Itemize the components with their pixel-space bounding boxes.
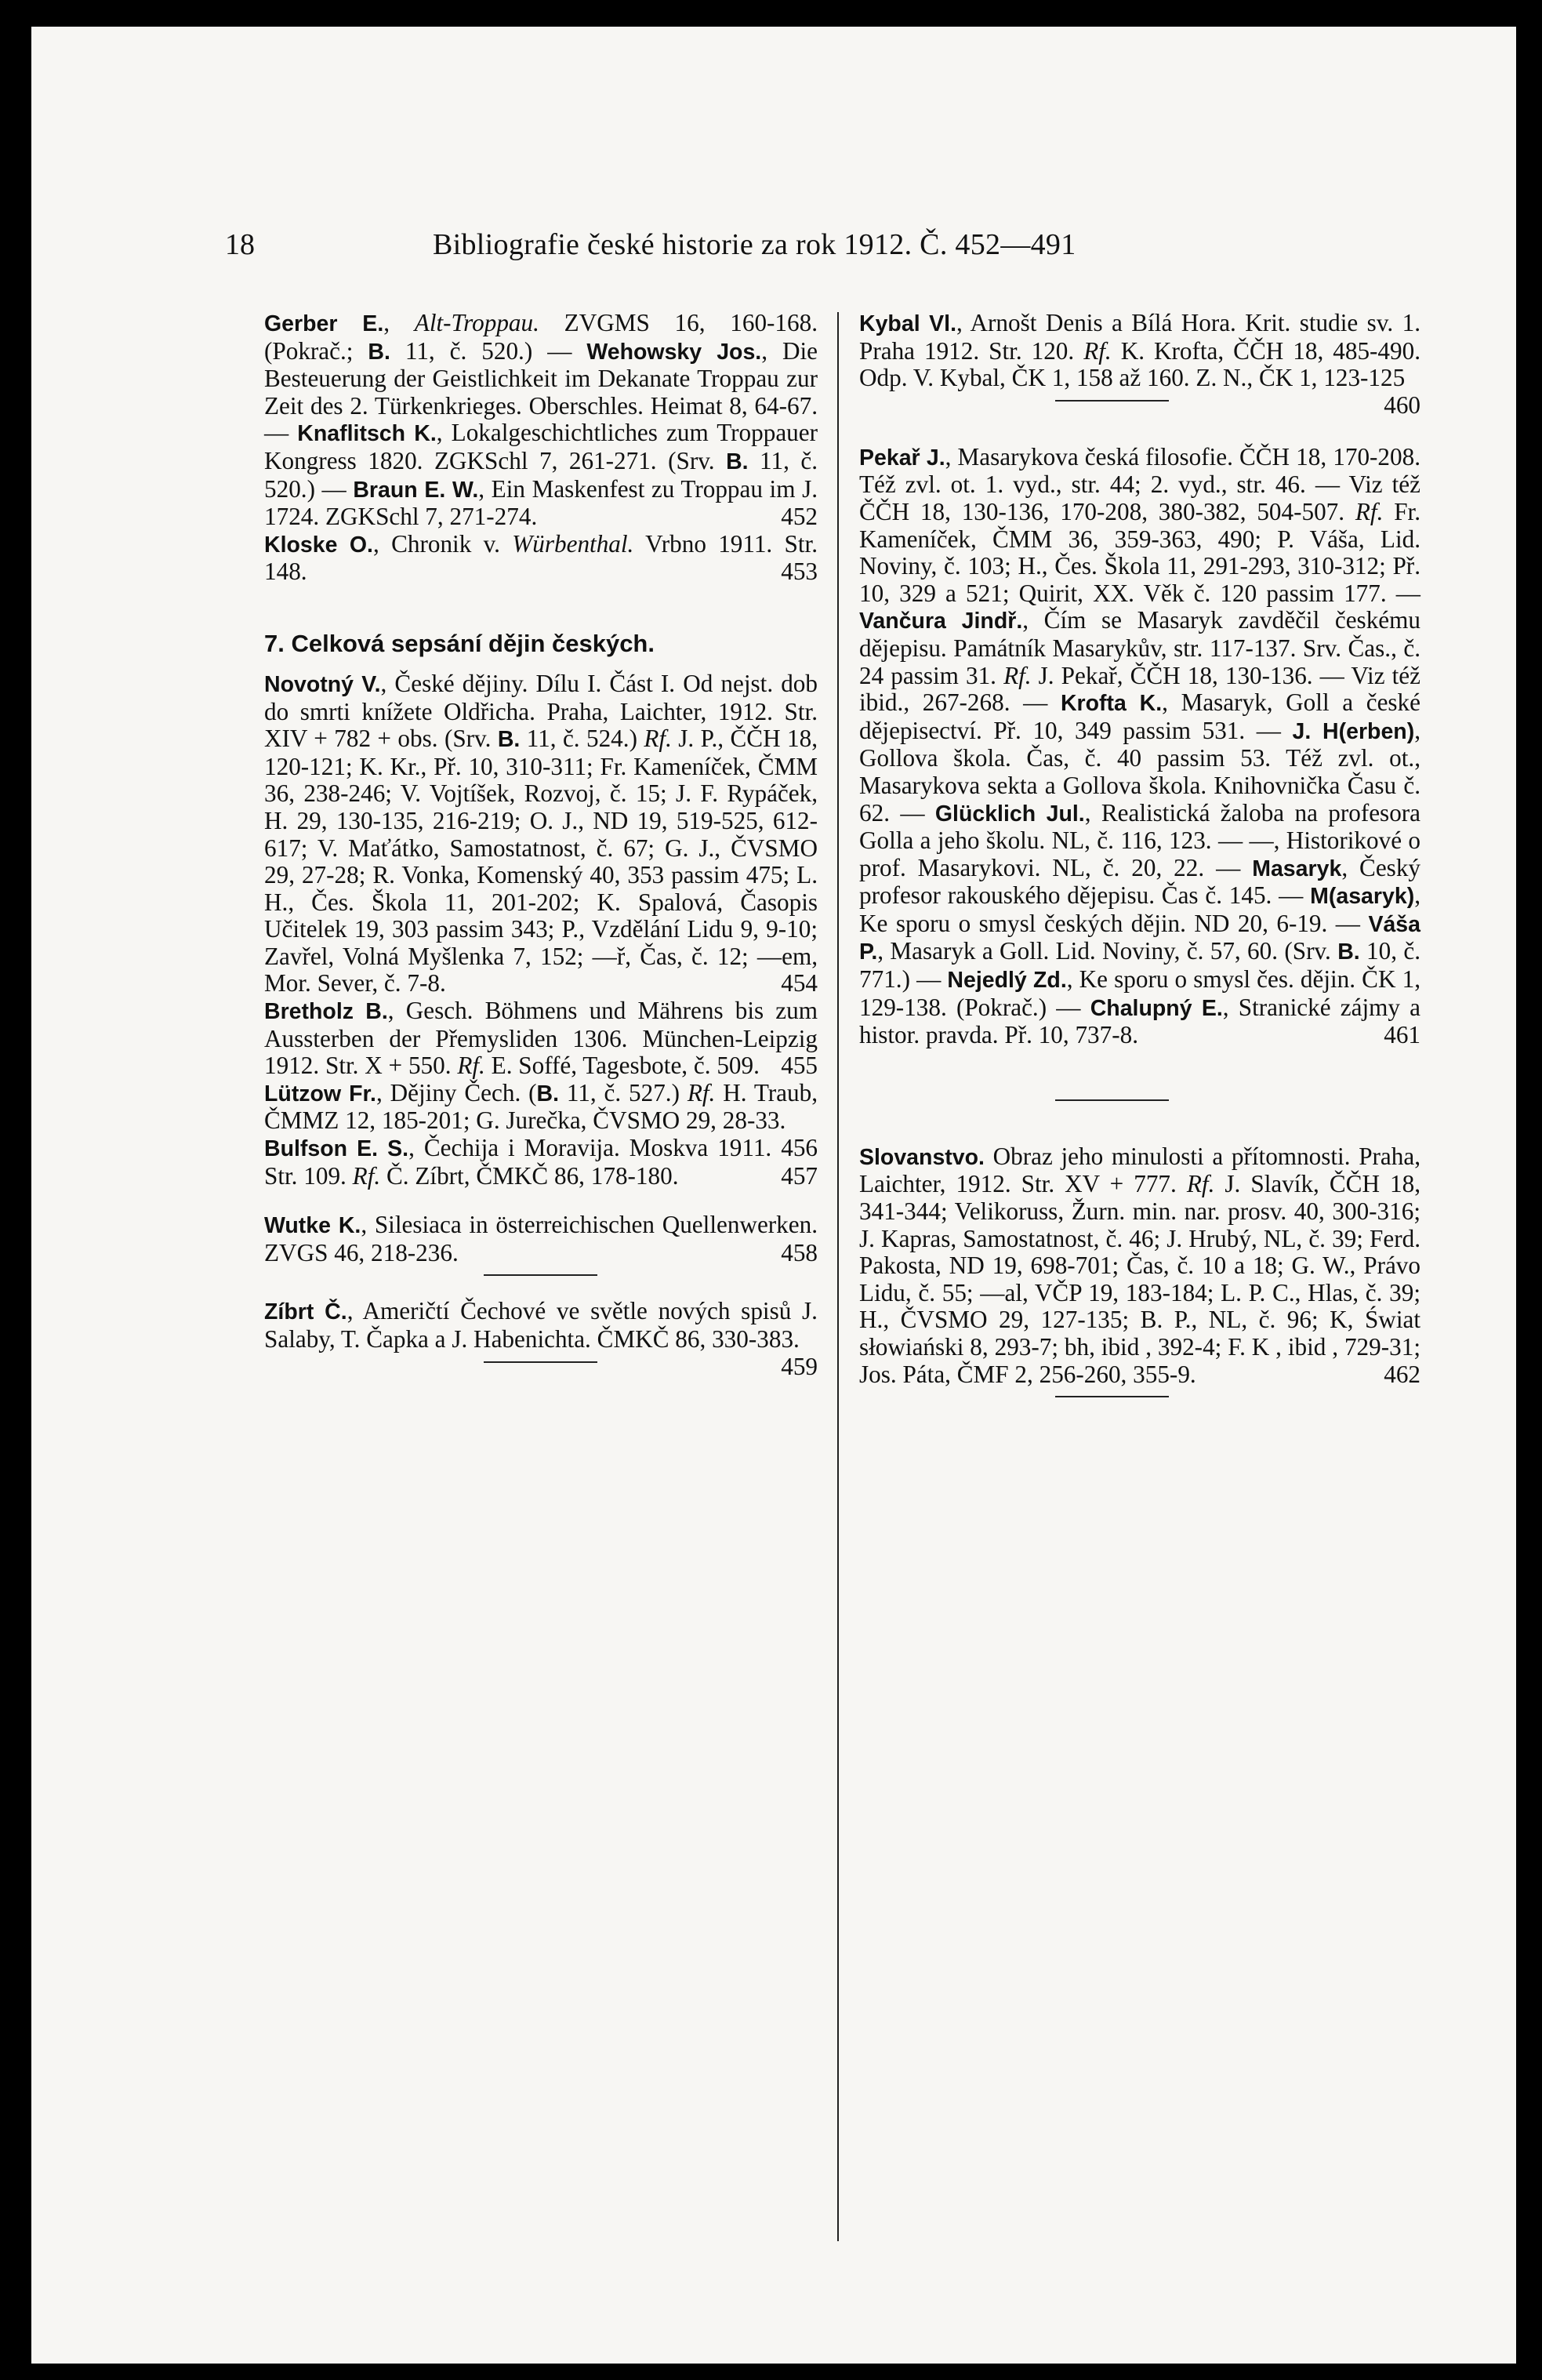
right-column (859, 310, 1420, 1397)
entry-text: J. P., ČČH 18, 120-121; K. Kr., Př. 10, 310-311; Fr. Kameníček, ČMM 36, 238-246; V. Vojtíšek, Rozvoj, č. 15; J. F. Rypáček, H. 29, 130-135, 216-219; O. J., ND 19, 519-525, 612-617; V. Maťátko, Samostatnost, č. 67; G. J., ČVSMO 29, 27-28; R. Vonka, Komenský 40, 353 passim 475; L. H., Čes. Škola 11, 201-202; K. Spalová, Časopis Učitelek 19, 303 passim 343; P., Vzdělání Lidu 9, 9-10; Zavřel, Volná Myšlenka 7, 152; —ř, Čas, č. 12; —em, Mor. Sever, č. 7-8. (264, 725, 818, 997)
author: Váša P. (859, 911, 1420, 965)
review-label: Rf. (687, 1078, 716, 1106)
entry-number: 452 (781, 503, 818, 531)
review-label: Rf. (1186, 1170, 1215, 1198)
entry-text: Obraz jeho minulosti a přítomnosti. Praha, Laichter, 1912. Str. XV + 777. (859, 1142, 1420, 1198)
entry-text: , Silesiaca in österreichischen Quellenwerken. ZVGS 46, 218-236. (264, 1211, 818, 1266)
left-column (264, 310, 818, 1380)
author: Kloske O. (264, 532, 373, 558)
entry-number: 454 (781, 969, 818, 997)
entry-453 (264, 531, 818, 586)
entry-text: , České dějiny. Dílu I. Část I. Od nejst. dob do smrti knížete Oldřicha. Praha, Laichter, 1912. Str. XIV + 782 + obs. (Srv. (264, 669, 818, 753)
author: Bretholz B. (264, 999, 388, 1025)
entry-number: 455 (781, 1052, 818, 1080)
entry-text: , Masaryk, Goll a české dějepisectví. Př. 10, 349 passim 531. — (859, 689, 1420, 744)
entry-number: 458 (781, 1238, 818, 1266)
author: Pekař J. (859, 445, 945, 471)
author: Nejedlý Zd. (947, 968, 1067, 994)
entry-text: Vrbno 1911. Str. 148. (264, 529, 818, 586)
author: Slovanstvo. (859, 1144, 985, 1170)
entry-text: , Gesch. Böhmens und Mährens bis zum Aussterben der Přemysliden 1306. München-Leipzig 1912. Str. X + 550. (264, 997, 818, 1080)
page-title: Bibliografie české historie za rok 1912. Č. 452—491 (433, 228, 1076, 261)
entry-455 (264, 997, 818, 1080)
separator-rule (484, 1361, 597, 1363)
author: Zíbrt Č. (264, 1299, 347, 1325)
entry-number: 462 (1384, 1360, 1420, 1388)
entry-461 (859, 444, 1420, 1049)
author: Wehowsky Jos. (586, 339, 762, 365)
review-label: Rf. (1083, 336, 1112, 365)
entry-text: K. Krofta, ČČH 18, 485-490. Odp. V. Kybal, ČK 1, 158 až 160. Z. N., ČK 1, 123-125 (859, 336, 1421, 392)
entry-text: 11, č. 520.) — (264, 446, 818, 503)
entry-number: 461 (1384, 1021, 1420, 1049)
entry-text: 10, č. 771.) — (859, 937, 1420, 994)
bib-ref: B. (726, 449, 749, 474)
entry-460 (859, 309, 1421, 419)
entry-title-italic: Würbenthal. (512, 529, 634, 558)
entry-text: , Dějiny Čech. ( (376, 1078, 537, 1106)
entry-title-italic: Alt-Troppau. (414, 309, 539, 336)
author: Knaflitsch K. (297, 421, 437, 447)
review-label: Rf. (1003, 661, 1032, 689)
entry-462 (859, 1143, 1420, 1388)
review-label: Rf. (457, 1052, 485, 1080)
entry-number: 457 (781, 1161, 818, 1190)
bib-ref: B. (497, 727, 521, 753)
entry-458 (264, 1212, 818, 1266)
column-divider (837, 312, 839, 2241)
author: Braun E. W. (353, 477, 479, 503)
entry-454 (264, 670, 818, 997)
entry-text: Fr. Kameníček, ČMM 36, 359-363, 490; P. Váša, Lid. Noviny, č. 103; H., Čes. Škola 11, 291-293, 310-312; Př. 10, 329 a 521; Quirit, XX. Věk č. 120 passim 177. — (859, 497, 1420, 607)
entry-457 (264, 1135, 818, 1190)
entry-text: , Čím se Masaryk zavděčil českému dějepisu. Památník Masarykův, str. 117-137. Srv. Čas., č. 24 passim 31. (859, 606, 1420, 689)
bib-ref: B. (368, 339, 390, 365)
author: Krofta K. (1060, 691, 1163, 717)
author: Vančura Jindř. (859, 609, 1023, 634)
entry-text: H. Traub, ČMMZ 12, 185-201; G. Jurečka, ČVSMO 29, 28-33. (264, 1078, 818, 1135)
entry-number: 453 (781, 558, 818, 586)
entry-text: , Stranické zájmy a histor. pravda. Př. 10, 737-8. (859, 993, 1421, 1049)
author: Chalupný E. (1090, 995, 1223, 1021)
entry-text: 11, č. 524.) (520, 725, 644, 753)
entry-text: , Ke sporu o smysl čes. dějin. ČK 1, 129-138. (Pokrač.) — (859, 965, 1421, 1021)
page-number: 18 (225, 228, 255, 261)
author: Masaryk (1252, 856, 1342, 881)
entry-452 (264, 310, 818, 531)
entry-number: 460 (1384, 391, 1420, 419)
entry-text: , Američtí Čechové ve světle nových spisů J. Salaby, T. Čapka a J. Habenichta. ČMKČ 86, 330-383. (264, 1297, 818, 1353)
entry-text: , Realistická žaloba na profesora Golla a jeho školu. NL, č. 116, 123. — —, Historikové o prof. Masarykovi. NL, č. 20, 22. — (859, 798, 1421, 881)
entry-text: ZVGMS 16, 160-168. (Pokrač.; (264, 309, 818, 365)
entry-text: , Český profesor rakouského dějepisu. Čas č. 145. — (859, 853, 1421, 910)
review-label: Rf. (644, 725, 672, 753)
author: Bulfson E. S. (264, 1136, 409, 1162)
entry-text: , Gollova škola. Čas, č. 40 passim 53. Též zvl. ot., Masarykova sekta a Gollova škola. Knihovnička Času č. 62. — (859, 716, 1420, 827)
section-heading: 7. Celková sepsání dějin českých. (264, 629, 655, 657)
entry-text: , Masaryk a Goll. Lid. Noviny, č. 57, 60. (Srv. (877, 937, 1338, 965)
entry-text: , Chronik v. (372, 529, 513, 558)
entry-text: , Arnošt Denis a Bílá Hora. Krit. studie sv. 1. Praha 1912. Str. 120. (859, 309, 1420, 365)
entry-text: Č. Zíbrt, ČMKČ 86, 178-180. (380, 1161, 679, 1190)
entry-text: J. Pekař, ČČH 18, 130-136. — Viz též ibid., 267-268. — (859, 661, 1420, 717)
entry-text: J. Slavík, ČČH 18, 341-344; Velikoruss, Žurn. min. nar. prosv. 40, 300-316; J. Kapras, Samostatnost, č. 46; J. Hrubý, NL, č. 39; Ferd. Pakosta, ND 19, 698-701; Čas, č. 10 a 18; G. W., Právo Lidu, č. 55; —al, VČP 19, 183-184; L. P. C., Hlas, č. 39; H., ČVSMO 29, 127-135; B. P., NL, č. 96; K, Świat słowiański 8, 293-7; bh, ibid , 392-4; F. K , ibid , 729-31; Jos. Páta, ČMF 2, 256-260, 355-9. (859, 1170, 1421, 1388)
author: M(asaryk) (1310, 884, 1415, 910)
author: Glücklich Jul. (934, 801, 1085, 827)
entry-text: , Ke sporu o smysl českých dějin. ND 20, 6-19. — (859, 881, 1420, 937)
entry-459 (264, 1297, 818, 1380)
entry-number: 459 (781, 1352, 818, 1380)
entry-text: , Čechija i Moravija. Moskva 1911. Str. 109. (264, 1134, 772, 1190)
separator-rule (1055, 1396, 1169, 1397)
entry-text: 11, č. 527.) (558, 1078, 688, 1106)
author: J. H(erben) (1292, 718, 1415, 744)
author: Novotný V. (264, 671, 381, 697)
author: Lützow Fr. (264, 1081, 376, 1106)
review-label: Rf. (1355, 497, 1384, 525)
review-label: Rf. (352, 1161, 381, 1190)
entry-text: , (383, 309, 415, 336)
entry-text: , Lokalgeschichtliches zum Troppauer Kongress 1820. ZGKSchl 7, 261-271. (Srv. (264, 419, 818, 474)
author: Kybal Vl. (859, 311, 957, 336)
author: Wutke K. (264, 1213, 361, 1239)
entry-text: , Die Besteuerung der Geistlichkeit im Dekanate Troppau zur Zeit des 2. Türkenkrieges. Oberschles. Heimat 8, 64-67. — (264, 336, 818, 447)
entry-text: , Masarykova česká filosofie. ČČH 18, 170-208. Též zvl. ot. 1. vyd., str. 44; 2. vyd., str. 46. — Viz též ČČH 18, 130-136, 170-208, 380-382, 504-507. (859, 442, 1420, 525)
bib-ref: B. (1337, 939, 1360, 965)
entry-text: E. Soffé, Tagesbote, č. 509. (484, 1052, 760, 1080)
author: Gerber E. (264, 311, 384, 336)
entry-number: 456 (781, 1134, 818, 1162)
entry-text: 11, č. 520.) — (390, 336, 587, 365)
bib-ref: B. (536, 1081, 559, 1106)
entry-text: , Ein Maskenfest zu Troppau im J. 1724. ZGKSchl 7, 271-274. (264, 474, 818, 531)
